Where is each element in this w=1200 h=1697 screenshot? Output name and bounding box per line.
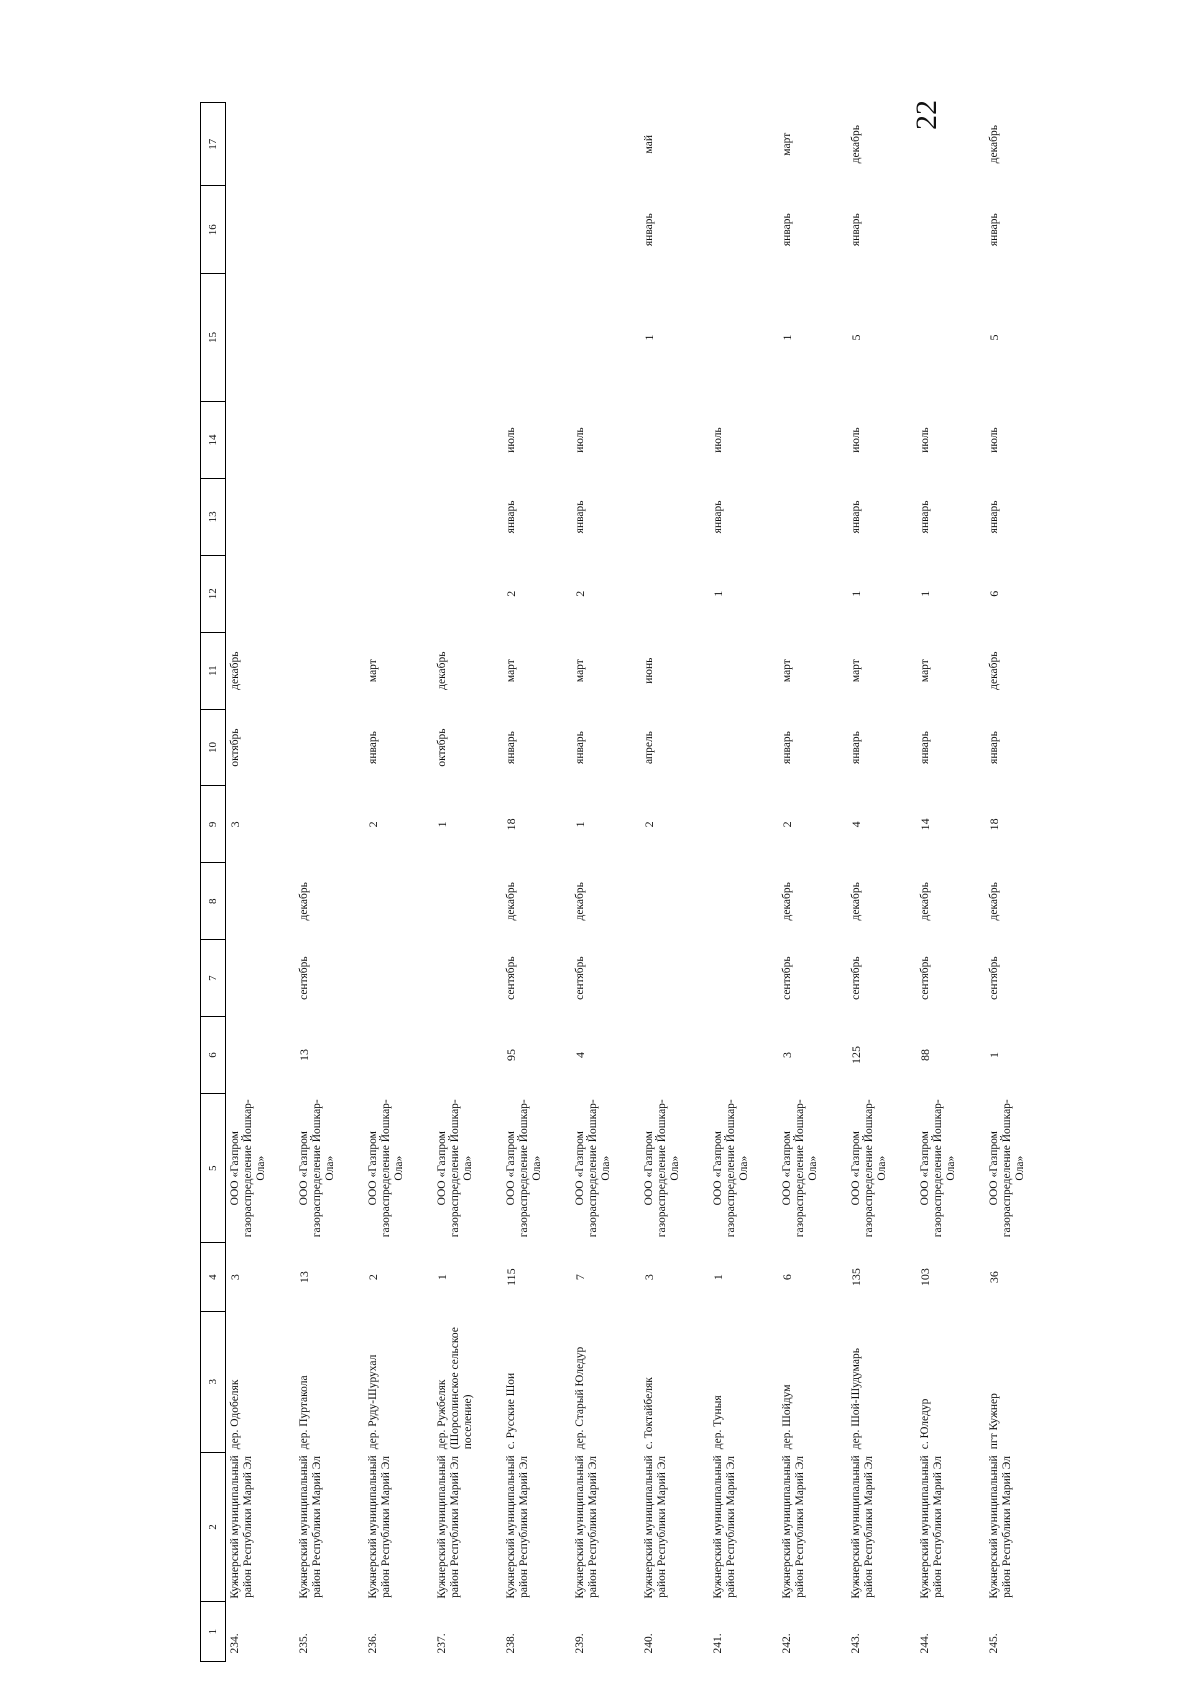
cell-col-1: 243. — [849, 1633, 862, 1654]
cell-col-5: ООО «Газпром газораспределение Йошкар-Ола» — [987, 1099, 1026, 1238]
gasification-schedule-table — [200, 102, 1054, 1662]
cell-col-10 — [709, 709, 778, 786]
cell-col-14 — [778, 402, 847, 479]
cell-col-17 — [433, 103, 502, 186]
cell-col-8: декабрь — [297, 882, 310, 921]
column-header-5: 5 — [201, 1093, 226, 1242]
cell-col-3: дер. Старый Юледур — [573, 1346, 586, 1450]
table-row — [985, 103, 1054, 1662]
cell-col-2: Кужнерский муниципальный район Республики Марий Эл — [918, 1455, 944, 1599]
cell-col-16 — [295, 186, 364, 274]
cell-col-7 — [433, 940, 502, 1017]
cell-col-11: март — [366, 659, 379, 683]
cell-col-1: 239. — [573, 1633, 586, 1654]
cell-col-11: март — [918, 659, 931, 683]
cell-col-3: дер. Одобеляк — [229, 1379, 241, 1450]
cell-col-10 — [295, 709, 364, 786]
table-row — [502, 103, 571, 1662]
cell-col-15: 1 — [779, 334, 794, 341]
column-header-2: 2 — [201, 1452, 226, 1601]
cell-col-17 — [709, 103, 778, 186]
cell-col-1: 244. — [918, 1633, 931, 1654]
cell-col-15 — [916, 273, 985, 401]
cell-col-12: 1 — [917, 590, 932, 597]
cell-col-12: 1 — [848, 590, 863, 597]
column-header-12: 12 — [201, 555, 226, 632]
cell-col-8: декабрь — [987, 882, 1000, 921]
cell-col-2: Кужнерский муниципальный район Республики Марий Эл — [711, 1455, 737, 1599]
cell-col-13: январь — [504, 500, 517, 534]
cell-col-13: январь — [711, 500, 724, 534]
table-row — [295, 103, 364, 1662]
cell-col-5: ООО «Газпром газораспределение Йошкар-Ола» — [573, 1099, 612, 1238]
cell-col-5: ООО «Газпром газораспределение Йошкар-Ола» — [229, 1099, 268, 1238]
cell-col-13 — [295, 478, 364, 555]
cell-col-7 — [640, 940, 709, 1017]
cell-col-14: июль — [573, 427, 586, 453]
cell-col-3: дер. Шойдум — [780, 1384, 793, 1450]
cell-col-3: пгт Кужнер — [987, 1393, 1000, 1450]
cell-col-1: 241. — [711, 1633, 724, 1654]
cell-col-17 — [502, 103, 571, 186]
cell-col-4: 2 — [365, 1274, 380, 1281]
column-header-7: 7 — [201, 940, 226, 1017]
cell-col-5: ООО «Газпром газораспределение Йошкар-Ола» — [918, 1099, 957, 1238]
cell-col-11: март — [849, 659, 862, 683]
cell-col-15 — [295, 273, 364, 401]
cell-col-3: с. Токтайбеляк — [642, 1377, 655, 1450]
cell-col-9: 2 — [641, 821, 656, 828]
page-number: 22 — [910, 100, 943, 130]
cell-col-14 — [364, 402, 433, 479]
cell-col-12 — [640, 555, 709, 632]
table-row — [433, 103, 502, 1662]
cell-col-1: 245. — [987, 1633, 1000, 1654]
cell-col-13: январь — [918, 500, 931, 534]
table-row — [364, 103, 433, 1662]
cell-col-6: 88 — [917, 1049, 932, 1062]
cell-col-2: Кужнерский муниципальный район Республики Марий Эл — [366, 1455, 392, 1599]
cell-col-13 — [640, 478, 709, 555]
cell-col-8 — [226, 863, 295, 940]
cell-col-13: январь — [573, 500, 586, 534]
cell-col-17 — [295, 103, 364, 186]
cell-col-9 — [709, 786, 778, 863]
cell-col-15 — [502, 273, 571, 401]
cell-col-1: 236. — [366, 1633, 379, 1654]
cell-col-4: 103 — [917, 1268, 932, 1287]
cell-col-6 — [226, 1017, 295, 1094]
cell-col-14 — [295, 402, 364, 479]
cell-col-7: сентябрь — [573, 956, 586, 1000]
cell-col-6 — [709, 1017, 778, 1094]
column-header-13: 13 — [201, 478, 226, 555]
cell-col-1: 235. — [297, 1633, 310, 1654]
cell-col-9 — [295, 786, 364, 863]
cell-col-16 — [571, 186, 640, 274]
cell-col-12 — [433, 555, 502, 632]
table-row — [916, 103, 985, 1662]
cell-col-8 — [433, 863, 502, 940]
cell-col-6 — [640, 1017, 709, 1094]
cell-col-10: январь — [918, 731, 931, 764]
cell-col-15: 5 — [986, 334, 1001, 341]
cell-col-7 — [709, 940, 778, 1017]
cell-col-6: 4 — [572, 1052, 587, 1059]
cell-col-6: 1 — [986, 1052, 1001, 1059]
cell-col-10: январь — [573, 731, 586, 764]
cell-col-13: январь — [987, 500, 1000, 534]
cell-col-17: май — [642, 134, 655, 154]
cell-col-12 — [364, 555, 433, 632]
cell-col-17 — [226, 103, 295, 186]
cell-col-2: Кужнерский муниципальный район Республики Марий Эл — [573, 1455, 599, 1599]
cell-col-16: январь — [642, 213, 655, 247]
cell-col-15 — [571, 273, 640, 401]
cell-col-4: 135 — [848, 1268, 863, 1287]
cell-col-10: январь — [987, 731, 1000, 764]
cell-col-6: 13 — [296, 1049, 311, 1062]
cell-col-8: декабрь — [780, 882, 793, 921]
cell-col-10: январь — [780, 731, 793, 764]
cell-col-6: 95 — [503, 1049, 518, 1062]
cell-col-1: 242. — [780, 1633, 793, 1654]
cell-col-10: апрель — [642, 731, 655, 765]
cell-col-8: декабрь — [504, 882, 517, 921]
cell-col-14: июль — [918, 427, 931, 453]
column-header-3: 3 — [201, 1311, 226, 1452]
cell-col-14 — [226, 402, 295, 479]
cell-col-14: июль — [987, 427, 1000, 453]
cell-col-2: Кужнерский муниципальный район Республики Марий Эл — [297, 1455, 323, 1599]
cell-col-15 — [364, 273, 433, 401]
cell-col-17: декабрь — [987, 125, 1000, 164]
cell-col-9: 2 — [779, 821, 794, 828]
table-row — [778, 103, 847, 1662]
cell-col-5: ООО «Газпром газораспределение Йошкар-Ола» — [504, 1099, 543, 1238]
cell-col-8 — [709, 863, 778, 940]
cell-col-4: 36 — [986, 1271, 1001, 1284]
cell-col-9: 2 — [365, 821, 380, 828]
cell-col-9: 1 — [572, 821, 587, 828]
cell-col-14: июль — [711, 427, 724, 453]
cell-col-12: 1 — [710, 590, 725, 597]
cell-col-13 — [226, 478, 295, 555]
cell-col-2: Кужнерский муниципальный район Республики Марий Эл — [642, 1455, 668, 1599]
cell-col-7: сентябрь — [849, 956, 862, 1000]
cell-col-16: январь — [849, 213, 862, 247]
cell-col-13 — [433, 478, 502, 555]
cell-col-11: март — [504, 659, 517, 683]
column-header-15: 15 — [201, 273, 226, 401]
cell-col-11 — [709, 632, 778, 709]
cell-col-4: 115 — [503, 1268, 518, 1286]
cell-col-11: март — [573, 659, 586, 683]
cell-col-16 — [709, 186, 778, 274]
cell-col-4: 13 — [296, 1271, 311, 1284]
table-row — [571, 103, 640, 1662]
cell-col-15 — [226, 273, 295, 401]
cell-col-2: Кужнерский муниципальный район Республики Марий Эл — [780, 1455, 806, 1599]
column-header-17: 17 — [201, 103, 226, 186]
column-header-1: 1 — [201, 1602, 226, 1662]
cell-col-13 — [364, 478, 433, 555]
cell-col-16 — [916, 186, 985, 274]
column-header-8: 8 — [201, 863, 226, 940]
cell-col-8 — [640, 863, 709, 940]
rotated-table-wrapper — [200, 102, 1026, 1662]
cell-col-4: 7 — [572, 1274, 587, 1281]
cell-col-16: январь — [780, 213, 793, 247]
column-header-11: 11 — [201, 632, 226, 709]
cell-col-3: дер. Пуртакола — [297, 1375, 310, 1450]
cell-col-1: 237. — [435, 1633, 448, 1654]
cell-col-8: декабрь — [573, 882, 586, 921]
table-row — [709, 103, 778, 1662]
cell-col-2: Кужнерский муниципальный район Республики Марий Эл — [229, 1455, 255, 1599]
table-row — [226, 103, 295, 1662]
cell-col-5: ООО «Газпром газораспределение Йошкар-Ола» — [435, 1099, 474, 1238]
cell-col-5: ООО «Газпром газораспределение Йошкар-Ола» — [711, 1099, 750, 1238]
cell-col-3: дер. Ружбеляк (Шорсолинское сельское поселение) — [435, 1327, 474, 1450]
cell-col-17 — [364, 103, 433, 186]
cell-col-9: 18 — [986, 818, 1001, 831]
cell-col-10: январь — [366, 731, 379, 764]
cell-col-5: ООО «Газпром газораспределение Йошкар-Ола» — [849, 1099, 888, 1238]
cell-col-9: 18 — [503, 818, 518, 831]
cell-col-3: дер. Руду-Шурухал — [366, 1354, 379, 1450]
cell-col-17 — [571, 103, 640, 186]
cell-col-3: с. Юледур — [918, 1398, 931, 1450]
cell-col-16 — [364, 186, 433, 274]
cell-col-10: январь — [849, 731, 862, 764]
cell-col-16 — [226, 186, 295, 274]
cell-col-16: январь — [987, 213, 1000, 247]
cell-col-17: декабрь — [849, 125, 862, 164]
cell-col-16 — [502, 186, 571, 274]
cell-col-2: Кужнерский муниципальный район Республики Марий Эл — [504, 1455, 530, 1599]
cell-col-13 — [778, 478, 847, 555]
cell-col-7 — [364, 940, 433, 1017]
cell-col-12 — [778, 555, 847, 632]
cell-col-6: 3 — [779, 1052, 794, 1059]
cell-col-8: декабрь — [918, 882, 931, 921]
cell-col-14: июль — [849, 427, 862, 453]
cell-col-7 — [226, 940, 295, 1017]
cell-col-3: дер. Туныя — [711, 1395, 724, 1450]
cell-col-9: 1 — [434, 821, 449, 828]
table-row — [640, 103, 709, 1662]
cell-col-11: июнь — [642, 657, 655, 684]
cell-col-7: сентябрь — [504, 956, 517, 1000]
cell-col-2: Кужнерский муниципальный район Республики Марий Эл — [987, 1455, 1013, 1599]
cell-col-11: декабрь — [987, 651, 1000, 690]
cell-col-14: июль — [504, 427, 517, 453]
cell-col-1: 240. — [642, 1633, 655, 1654]
cell-col-8 — [364, 863, 433, 940]
cell-col-9: 14 — [917, 818, 932, 831]
cell-col-10: октябрь — [435, 728, 448, 767]
cell-col-17 — [916, 103, 985, 186]
cell-col-13: январь — [849, 500, 862, 534]
cell-col-8: декабрь — [849, 882, 862, 921]
cell-col-11 — [295, 632, 364, 709]
cell-col-11: декабрь — [435, 651, 448, 690]
cell-col-3: с. Русские Шои — [504, 1372, 517, 1450]
cell-col-7: сентябрь — [297, 956, 310, 1000]
cell-col-15: 1 — [641, 334, 656, 341]
column-header-16: 16 — [201, 186, 226, 274]
cell-col-12 — [295, 555, 364, 632]
cell-col-6: 125 — [848, 1046, 863, 1065]
column-header-10: 10 — [201, 709, 226, 786]
cell-col-15: 5 — [848, 334, 863, 341]
cell-col-14 — [640, 402, 709, 479]
cell-col-2: Кужнерский муниципальный район Республики Марий Эл — [849, 1455, 875, 1599]
cell-col-1: 238. — [504, 1633, 517, 1654]
cell-col-4: 1 — [434, 1274, 449, 1281]
header-row — [201, 103, 226, 1662]
cell-col-11: март — [780, 659, 793, 683]
cell-col-4: 1 — [710, 1274, 725, 1281]
cell-col-15 — [709, 273, 778, 401]
cell-col-10: октябрь — [229, 728, 241, 767]
cell-col-3: дер. Шой-Шудумарь — [849, 1348, 862, 1450]
cell-col-5: ООО «Газпром газораспределение Йошкар-Ола» — [297, 1099, 336, 1238]
cell-col-16 — [433, 186, 502, 274]
column-header-4: 4 — [201, 1243, 226, 1311]
table-row — [847, 103, 916, 1662]
cell-col-6 — [433, 1017, 502, 1094]
cell-col-6 — [364, 1017, 433, 1094]
column-header-9: 9 — [201, 786, 226, 863]
cell-col-12: 2 — [503, 590, 518, 597]
cell-col-14 — [433, 402, 502, 479]
cell-col-4: 6 — [779, 1274, 794, 1281]
cell-col-5: ООО «Газпром газораспределение Йошкар-Ола» — [642, 1099, 681, 1238]
cell-col-12 — [226, 555, 295, 632]
cell-col-12: 6 — [986, 590, 1001, 597]
cell-col-2: Кужнерский муниципальный район Республики Марий Эл — [435, 1455, 461, 1599]
cell-col-9: 4 — [848, 821, 863, 828]
cell-col-9: 3 — [228, 821, 242, 828]
cell-col-1: 234. — [229, 1633, 241, 1654]
cell-col-4: 3 — [228, 1274, 242, 1281]
cell-col-10: январь — [504, 731, 517, 764]
column-header-14: 14 — [201, 402, 226, 479]
cell-col-4: 3 — [641, 1274, 656, 1281]
cell-col-17: март — [780, 132, 793, 156]
cell-col-15 — [433, 273, 502, 401]
cell-col-5: ООО «Газпром газораспределение Йошкар-Ола» — [366, 1099, 405, 1238]
cell-col-5: ООО «Газпром газораспределение Йошкар-Ола» — [780, 1099, 819, 1238]
table-body — [226, 103, 1054, 1662]
cell-col-7: сентябрь — [780, 956, 793, 1000]
cell-col-7: сентябрь — [987, 956, 1000, 1000]
cell-col-11: декабрь — [229, 651, 241, 690]
cell-col-7: сентябрь — [918, 956, 931, 1000]
column-header-6: 6 — [201, 1017, 226, 1094]
cell-col-12: 2 — [572, 590, 587, 597]
